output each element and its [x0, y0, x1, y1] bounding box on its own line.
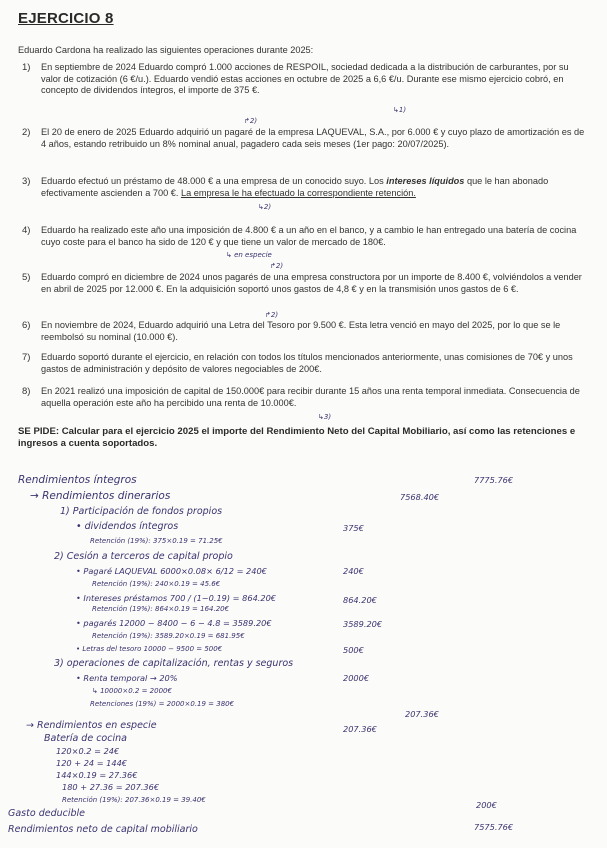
- operation-4: [22, 225, 590, 248]
- rend-especie-value: 207.36€: [343, 724, 377, 734]
- intereses-prestamos-calc: • Intereses préstamos 700 / (1−0.19) = 864.20€: [76, 593, 277, 603]
- operation-3: [22, 176, 590, 199]
- margin-note: ↳ en especie: [226, 251, 272, 259]
- bateria-retencion: Retención (19%): 207.36×0.19 = 39.40€: [62, 796, 206, 804]
- margin-note: ↱2): [244, 117, 258, 125]
- operation-number: 3): [22, 176, 31, 187]
- subtotal-value: 207.36€: [405, 709, 439, 719]
- pagare-laqueval-calc: • Pagaré LAQUEVAL 6000×0.08× 6/12 = 240€: [76, 566, 267, 576]
- bateria-calc-3: 144×0.19 = 27.36€: [56, 770, 138, 780]
- operation-8: [22, 386, 590, 409]
- operation-2: [22, 127, 590, 150]
- page-title: EJERCICIO 8: [18, 10, 114, 27]
- rend-integros-total: 7775.76€: [474, 475, 514, 485]
- intereses-prestamos-value: 864.20€: [343, 595, 377, 605]
- intro-text: Eduardo Cardona ha realizado las siguientes operaciones durante 2025:: [18, 45, 314, 55]
- section-2-title: 2) Cesión a terceros de capital propio: [54, 551, 233, 562]
- renta-temporal-calc: ↳ 10000×0.2 = 2000€: [92, 687, 172, 695]
- bateria-label: Batería de cocina: [44, 733, 127, 744]
- gasto-deducible-label: Gasto deducible: [8, 808, 85, 819]
- operation-number: 6): [22, 320, 31, 331]
- operation-text: En septiembre de 2024 Eduardo compró 1.000 acciones de RESPOIL, sociedad dedicada a la distribución de carburantes, por su valor de cotización (6 €/u.). Eduardo vendió estas acciones en octubre de 2025 a 6,6 €/u. Durante ese mismo ejercicio cobró, en concepto de dividendos íntegros, el importe de 375 €.: [41, 62, 569, 96]
- pagares-value: 3589.20€: [343, 619, 383, 629]
- operation-text-part: que le han abonado efectivamente ascienden a 700 €.: [41, 176, 549, 198]
- operation-7: [22, 352, 590, 375]
- operation-text: En 2021 realizó una imposición de capital de 150.000€ para recibir durante 15 años una renta temporal inmediata. Consecuencia de aquella operación este año ha percibido una renta de 10.000€.: [41, 386, 580, 408]
- section-3-title: 3) operaciones de capitalización, rentas y seguros: [54, 658, 294, 669]
- rend-especie-label: → Rendimientos en especie: [26, 720, 157, 731]
- margin-note: ↱2): [270, 262, 284, 270]
- operation-text: El 20 de enero de 2025 Eduardo adquirió un pagaré de la empresa LAQUEVAL, S.A., por 6.000 € y cuyo plazo de amortización es de 4 años, estando retribuido un 8% nominal anual, pagadero cada seis meses (1er pago: 20/07/2025).: [41, 127, 585, 149]
- operation-number: 7): [22, 352, 31, 363]
- operation-number: 1): [22, 62, 31, 73]
- letras-tesoro-value: 500€: [343, 645, 364, 655]
- intereses-prestamos-retencion: Retención (19%): 864×0.19 = 164.20€: [92, 605, 230, 613]
- renta-temporal-label: • Renta temporal → 20%: [76, 673, 178, 683]
- rend-dinerarios-total: 7568.40€: [400, 492, 440, 502]
- operation-number: 8): [22, 386, 31, 397]
- operation-number: 5): [22, 272, 31, 283]
- operation-text: [41, 176, 590, 199]
- bateria-calc-1: 120×0.2 = 24€: [56, 746, 120, 756]
- pagare-laqueval-retencion: Retención (19%): 240×0.19 = 45.6€: [92, 580, 221, 588]
- margin-note: ↳2): [258, 203, 272, 211]
- operation-6: [22, 320, 590, 343]
- rend-neto-label: Rendimientos neto de capital mobiliario: [8, 824, 198, 835]
- pagare-laqueval-value: 240€: [343, 566, 364, 576]
- letras-tesoro-calc: • Letras del tesoro 10000 − 9500 = 500€: [76, 645, 223, 653]
- bateria-calc-4: 180 + 27.36 = 207.36€: [62, 782, 160, 792]
- renta-temporal-value: 2000€: [343, 673, 370, 683]
- bateria-calc-2: 120 + 24 = 144€: [56, 758, 128, 768]
- operation-text-part: Eduardo efectuó un préstamo de 48.000 € a una empresa de un conocido suyo. Los: [41, 176, 387, 186]
- rend-integros-label: Rendimientos íntegros: [18, 474, 137, 486]
- operation-1: [22, 62, 590, 97]
- operation-text-underlined: La empresa le ha efectuado la correspondiente retención.: [180, 187, 416, 198]
- gasto-deducible-value: 200€: [476, 800, 497, 810]
- dividendos-value: 375€: [343, 523, 364, 533]
- rend-dinerarios-label: → Rendimientos dinerarios: [30, 490, 171, 502]
- operation-text: Eduardo soportó durante el ejercicio, en relación con todos los títulos mencionados anteriormente, unas comisiones de 70€ y unos gastos de administración y depósito de valores negociables de 200€.: [41, 352, 573, 374]
- renta-temporal-retencion: Retenciones (19%) = 2000×0.19 = 380€: [90, 700, 235, 708]
- margin-note: ↳1): [393, 106, 407, 114]
- operation-number: 4): [22, 225, 31, 236]
- operation-text: En noviembre de 2024, Eduardo adquirió una Letra del Tesoro por 9.500 €. Esta letra venció en mayo del 2025, por lo que se le reembolsó su nominal (10.000 €).: [41, 320, 561, 342]
- operation-5: [22, 272, 590, 295]
- margin-note: ↱2): [265, 311, 279, 319]
- margin-note: ↳3): [318, 413, 332, 421]
- rend-neto-value: 7575.76€: [474, 822, 514, 832]
- operation-number: 2): [22, 127, 31, 138]
- dividendos-retencion: Retención (19%): 375×0.19 = 71.25€: [90, 537, 223, 545]
- question-text: SE PIDE: Calcular para el ejercicio 2025 el importe del Rendimiento Neto del Capital Mobiliario, así como las retenciones e ingresos a cuenta soportados.: [18, 426, 576, 449]
- pagares-retencion: Retención (19%): 3589.20×0.19 = 681.95€: [92, 632, 245, 640]
- pagares-calc: • pagarés 12000 − 8400 − 6 − 4.8 = 3589.20€: [76, 618, 272, 628]
- operation-text: Eduardo ha realizado este año una imposición de 4.800 € a un año en el banco, y a cambio le han entregado una batería de cocina cuyo coste para el banco ha sido de 120 € y que tiene un valor de mercado de 180€.: [41, 225, 577, 247]
- operation-text: Eduardo compró en diciembre de 2024 unos pagarés de una empresa constructora por un importe de 8.400 €, volviéndolos a vender en abril de 2025 por 12.000 €. En la adquisición soportó unos gastos de 4,8 € y en la transmisión unos gastos de 6 €.: [41, 272, 582, 294]
- operation-text-emphasis: intereses líquidos: [386, 176, 465, 186]
- dividendos-label: • dividendos íntegros: [76, 521, 179, 532]
- section-1-title: 1) Participación de fondos propios: [60, 506, 223, 517]
